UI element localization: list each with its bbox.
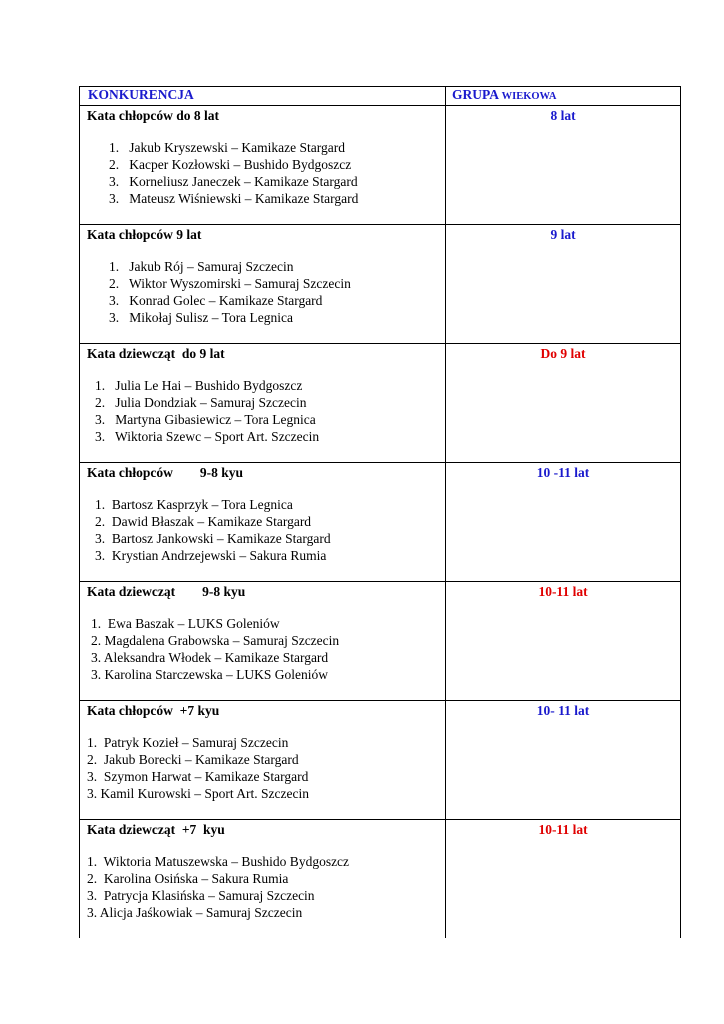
- age-group: 10 -11 lat: [446, 463, 681, 582]
- list-item: 2. Julia Dondziak – Samuraj Szczecin: [95, 395, 307, 410]
- age-group: 10- 11 lat: [446, 701, 681, 820]
- entries-list: [87, 734, 445, 802]
- header-grupa: GRUPA: [452, 87, 499, 102]
- table-row: [80, 225, 681, 344]
- category-cell: [80, 582, 446, 701]
- list-item: 3. Wiktoria Szewc – Sport Art. Szczecin: [95, 429, 320, 444]
- entries-list: [87, 377, 445, 445]
- list-item: 1. Wiktoria Matuszewska – Bushido Bydgoszcz: [87, 854, 350, 869]
- list-item: 3. Konrad Golec – Kamikaze Stargard: [109, 293, 323, 308]
- age-group: 9 lat: [446, 225, 681, 344]
- list-item: 3. Bartosz Jankowski – Kamikaze Stargard: [95, 531, 331, 546]
- list-item: 3. Krystian Andrzejewski – Sakura Rumia: [95, 548, 327, 563]
- age-group: 8 lat: [446, 106, 681, 225]
- results-table: [79, 86, 681, 938]
- header-grupa-wiekowa: [446, 87, 681, 106]
- entries-list: [87, 496, 445, 564]
- category-title: Kata chłopców do 8 lat: [87, 108, 220, 123]
- list-item: 1. Bartosz Kasprzyk – Tora Legnica: [95, 497, 293, 512]
- age-group: 10-11 lat: [446, 582, 681, 701]
- list-item: 1. Ewa Baszak – LUKS Goleniów: [91, 616, 280, 631]
- table-row: [80, 344, 681, 463]
- category-title: Kata dziewcząt do 9 lat: [87, 346, 225, 361]
- category-title: Kata chłopców +7 kyu: [87, 703, 220, 718]
- list-item: 3. Martyna Gibasiewicz – Tora Legnica: [95, 412, 316, 427]
- list-item: 1. Jakub Kryszewski – Kamikaze Stargard: [109, 140, 345, 155]
- header-konkurencja: KONKURENCJA: [80, 87, 446, 106]
- category-cell: [80, 225, 446, 344]
- table-row: [80, 582, 681, 701]
- list-item: 1. Jakub Rój – Samuraj Szczecin: [109, 259, 294, 274]
- list-item: 2. Karolina Osińska – Sakura Rumia: [87, 871, 289, 886]
- table-row: [80, 820, 681, 939]
- list-item: 3. Mikołaj Sulisz – Tora Legnica: [109, 310, 294, 325]
- category-cell: [80, 106, 446, 225]
- list-item: 3. Kamil Kurowski – Sport Art. Szczecin: [87, 786, 309, 801]
- list-item: 3. Mateusz Wiśniewski – Kamikaze Stargard: [109, 191, 359, 206]
- list-item: 2. Kacper Kozłowski – Bushido Bydgoszcz: [109, 157, 352, 172]
- table-row: [80, 106, 681, 225]
- table-header-row: [80, 87, 681, 106]
- list-item: 2. Magdalena Grabowska – Samuraj Szczecin: [91, 633, 340, 648]
- category-cell: [80, 463, 446, 582]
- list-item: 2. Jakub Borecki – Kamikaze Stargard: [87, 752, 299, 767]
- category-cell: [80, 820, 446, 939]
- age-group: 10-11 lat: [446, 820, 681, 939]
- category-title: Kata chłopców 9 lat: [87, 227, 202, 242]
- list-item: 1. Patryk Kozieł – Samuraj Szczecin: [87, 735, 289, 750]
- table-row: [80, 701, 681, 820]
- list-item: 3. Aleksandra Włodek – Kamikaze Stargard: [91, 650, 329, 665]
- list-item: 3. Korneliusz Janeczek – Kamikaze Stargard: [109, 174, 358, 189]
- list-item: 3. Karolina Starczewska – LUKS Goleniów: [91, 667, 328, 682]
- list-item: 2. Wiktor Wyszomirski – Samuraj Szczecin: [109, 276, 351, 291]
- category-title: Kata dziewcząt 9-8 kyu: [87, 584, 246, 599]
- entries-list: [87, 615, 445, 683]
- entries-list: [87, 258, 445, 326]
- category-title: Kata dziewcząt +7 kyu: [87, 822, 225, 837]
- entries-list: [87, 853, 445, 921]
- list-item: 3. Szymon Harwat – Kamikaze Stargard: [87, 769, 309, 784]
- category-cell: [80, 701, 446, 820]
- list-item: 2. Dawid Błaszak – Kamikaze Stargard: [95, 514, 312, 529]
- header-wiekowa: WIEKOWA: [501, 91, 557, 102]
- age-group: Do 9 lat: [446, 344, 681, 463]
- list-item: 1. Julia Le Hai – Bushido Bydgoszcz: [95, 378, 303, 393]
- category-title: Kata chłopców 9-8 kyu: [87, 465, 244, 480]
- entries-list: [87, 139, 445, 207]
- list-item: 3. Alicja Jaśkowiak – Samuraj Szczecin: [87, 905, 303, 920]
- list-item: 3. Patrycja Klasińska – Samuraj Szczecin: [87, 888, 315, 903]
- table-row: [80, 463, 681, 582]
- category-cell: [80, 344, 446, 463]
